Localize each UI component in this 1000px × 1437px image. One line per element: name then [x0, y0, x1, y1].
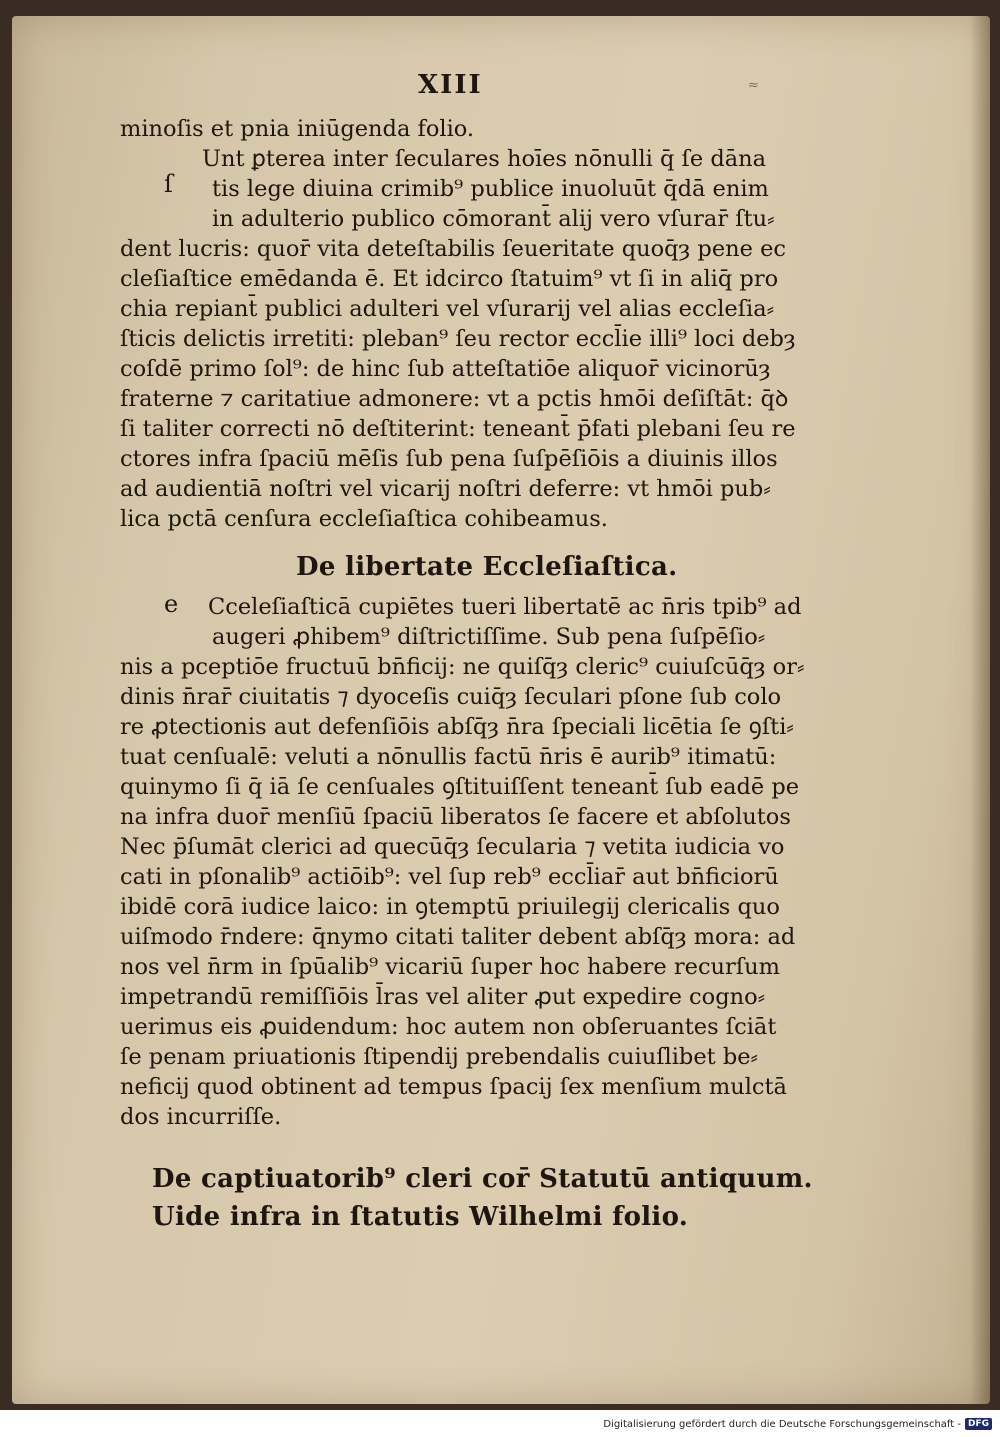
text-line: ctores infra ſpaciū mēſis ſub pena ſuſpēſiōis a diuinis illos	[120, 446, 778, 472]
text-line: na infra duor̄ menſiū ſpaciū liberatos ſe facere et abſolutos	[120, 804, 791, 830]
text-line: dinis n̄rar̄ ciuitatis ⁊ dyoceſis cuiq̄ȝ ſeculari pſone ſub colo	[120, 684, 782, 710]
text-line: dos incurriſſe.	[120, 1104, 282, 1130]
text-line: neficij quod obtinent ad tempus ſpacij ſex menſium mulctā	[120, 1074, 787, 1100]
text-line: ibidē corā iudice laico: in ꝯtemptū priuilegij clericalis quo	[120, 894, 780, 920]
text-line: coſdē primo ſol⁹: de hinc ſub atteſtatiōe aliquor̄ vicinorūȝ	[120, 356, 771, 382]
cross-reference-line: Uide infra in ſtatutis Wilhelmi folio.	[152, 1202, 689, 1232]
margin-letter: e	[164, 590, 179, 618]
text-line: in adulterio publico cōmorant̄ alij vero vſurar̄ ſtu⸗	[212, 206, 775, 232]
text-line: chia repiant̄ publici adulteri vel vſurarij vel alias eccleſia⸗	[120, 296, 775, 322]
text-line: ſe penam priuationis ſtipendij prebendalis cuiuſlibet be⸗	[120, 1044, 759, 1070]
text-line: augeri ꝓhibem⁹ diſtrictiſſime. Sub pena ſuſpēſio⸗	[212, 624, 766, 650]
text-line: cleſiaſtice emēdanda ē. Et idcirco ſtatuim⁹ vt ſi in aliq̄ pro	[120, 266, 779, 292]
credit-text: Digitalisierung gefördert durch die Deutsche Forschungsgemeinschaft -	[603, 1418, 961, 1430]
digitization-credit	[603, 1418, 992, 1430]
paper-page	[12, 16, 990, 1404]
text-line: quinymo ſi q̄ iā ſe cenſuales ꝯſtituiſſent teneant̄ ſub eadē pe	[120, 774, 800, 800]
library-stamp-icon: ≈	[748, 78, 759, 93]
text-line: tis lege diuina crimib⁹ publice inuoluūt q̄dā enim	[212, 176, 769, 202]
text-line: dent lucris: quor̄ vita deteſtabilis ſeueritate quoq̄ȝ pene ec	[120, 236, 787, 262]
text-line: minoſis et pnia iniūgenda folio.	[120, 116, 475, 142]
text-line: Unt ꝑterea inter ſeculares hoīes nōnulli q̄ ſe dāna	[202, 146, 767, 172]
text-line: Cceleſiaſticā cupiētes tueri libertatē ac n̄ris tpib⁹ ad	[208, 594, 802, 620]
text-line: uiſmodo r̄ndere: q̄nymo citati taliter debent abſq̄ȝ mora: ad	[120, 924, 796, 950]
text-line: uerimus eis ꝓuidendum: hoc autem non obſeruantes ſciāt	[120, 1014, 777, 1040]
text-line: ſi taliter correcti nō deſtiterint: teneant̄ p̄fati plebani ſeu re	[120, 416, 796, 442]
dfg-logo-icon: DFG	[965, 1418, 992, 1430]
text-line: nis a pceptiōe fructuū bn̄ficij: ne quiſq̄ȝ cleric⁹ cuiuſcūq̄ȝ or⸗	[120, 654, 805, 680]
section-heading-captiuatoribus: De captiuatorib⁹ cleri cor̄ Statutū antiquum.	[152, 1164, 813, 1194]
text-line: ſticis delictis irretiti: pleban⁹ ſeu rector eccl̄ie illi⁹ loci debȝ	[120, 326, 796, 352]
text-line: cati in pſonalib⁹ actiōib⁹: vel ſup reb⁹ eccl̄iar̄ aut bn̄ficiorū	[120, 864, 779, 890]
text-line: tuat cenſualē: veluti a nōnullis factū n̄ris ē aurib⁹ itimatū:	[120, 744, 777, 770]
text-line: fraterne ⁊ caritatiue admonere: vt a pctis hmōi deſiſtāt: q̄ꝺ	[120, 386, 789, 412]
margin-letter: ſ	[164, 170, 173, 198]
text-line: re ꝓtectionis aut defenſiōis abſq̄ȝ n̄ra ſpeciali licētia ſe ꝯſti⸗	[120, 714, 794, 740]
text-line: impetrandū remiſſiōis l̄ras vel aliter ꝓut expedire cogno⸗	[120, 984, 766, 1010]
text-line: nos vel n̄rm in ſpūalib⁹ vicariū ſuper hoc habere recurſum	[120, 954, 780, 980]
section-heading-libertate: De libertate Eccleſiaſtica.	[296, 552, 678, 582]
text-line: lica pctā cenſura eccleſiaſtica cohibeamus.	[120, 506, 608, 532]
text-line: ad audientiā noſtri vel vicarij noſtri deferre: vt hmōi pub⸗	[120, 476, 771, 502]
text-line: Nec p̄ſumāt clerici ad quecūq̄ȝ ſecularia ⁊ vetita iudicia vo	[120, 834, 785, 860]
folio-number: XIII	[418, 70, 483, 100]
